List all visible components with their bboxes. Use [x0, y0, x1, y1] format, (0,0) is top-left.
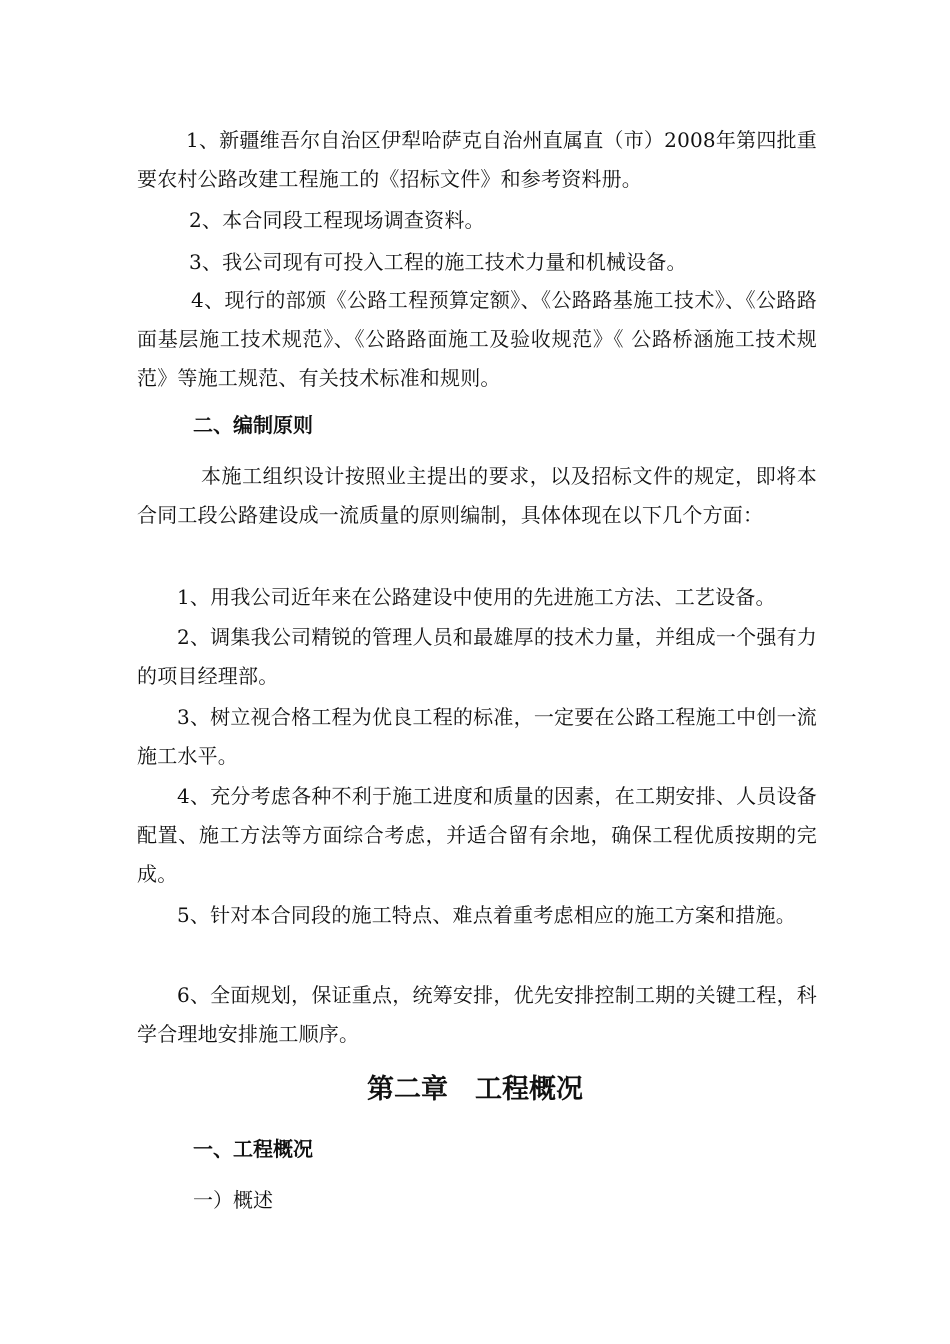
- chapter-title: 第二章 工程概况: [367, 1074, 583, 1105]
- principle-item-1: 1、用我公司近年来在公路建设中使用的先进施工方法、工艺设备。: [177, 585, 776, 609]
- principle-item-5: 5、针对本合同段的施工特点、难点着重考虑相应的施工方案和措施。: [177, 903, 796, 927]
- basis-item-2: 2、本合同段工程现场调查资料。: [189, 208, 485, 232]
- basis-item-4: 4、现行的部颁《公路工程预算定额》、《公路路基施工技术》、《公路路面基层施工技术规范》、《公路路面施工及验收规范》《 公路桥涵施工技术规范》等施工规范、有关技术标准和规则。: [137, 288, 817, 390]
- basis-item-3: 3、我公司现有可投入工程的施工技术力量和机械设备。: [189, 250, 687, 274]
- basis-item-1: 1、新疆维吾尔自治区伊犁哈萨克自治州直属直（市）2008年第四批重要农村公路改建工程施工的《招标文件》和参考资料册。: [137, 128, 817, 191]
- principle-item-2: 2、调集我公司精锐的管理人员和最雄厚的技术力量，并组成一个强有力的项目经理部。: [137, 625, 817, 688]
- principle-item-6: 6、全面规划，保证重点，统筹安排，优先安排控制工期的关键工程，科学合理地安排施工顺序。: [137, 983, 817, 1046]
- section-heading-overview: 一、工程概况: [193, 1137, 313, 1161]
- section-heading-principles: 二、编制原则: [193, 413, 313, 437]
- principles-intro: 本施工组织设计按照业主提出的要求，以及招标文件的规定，即将本合同工段公路建设成一流质量的原则编制，具体体现在以下几个方面：: [137, 464, 817, 527]
- principle-item-4: 4、充分考虑各种不利于施工进度和质量的因素，在工期安排、人员设备配置、施工方法等方面综合考虑，并适合留有余地，确保工程优质按期的完成。: [137, 784, 817, 886]
- principle-item-3: 3、树立视合格工程为优良工程的标准，一定要在公路工程施工中创一流施工水平。: [137, 705, 817, 768]
- subsection-heading-summary: 一）概述: [193, 1188, 273, 1212]
